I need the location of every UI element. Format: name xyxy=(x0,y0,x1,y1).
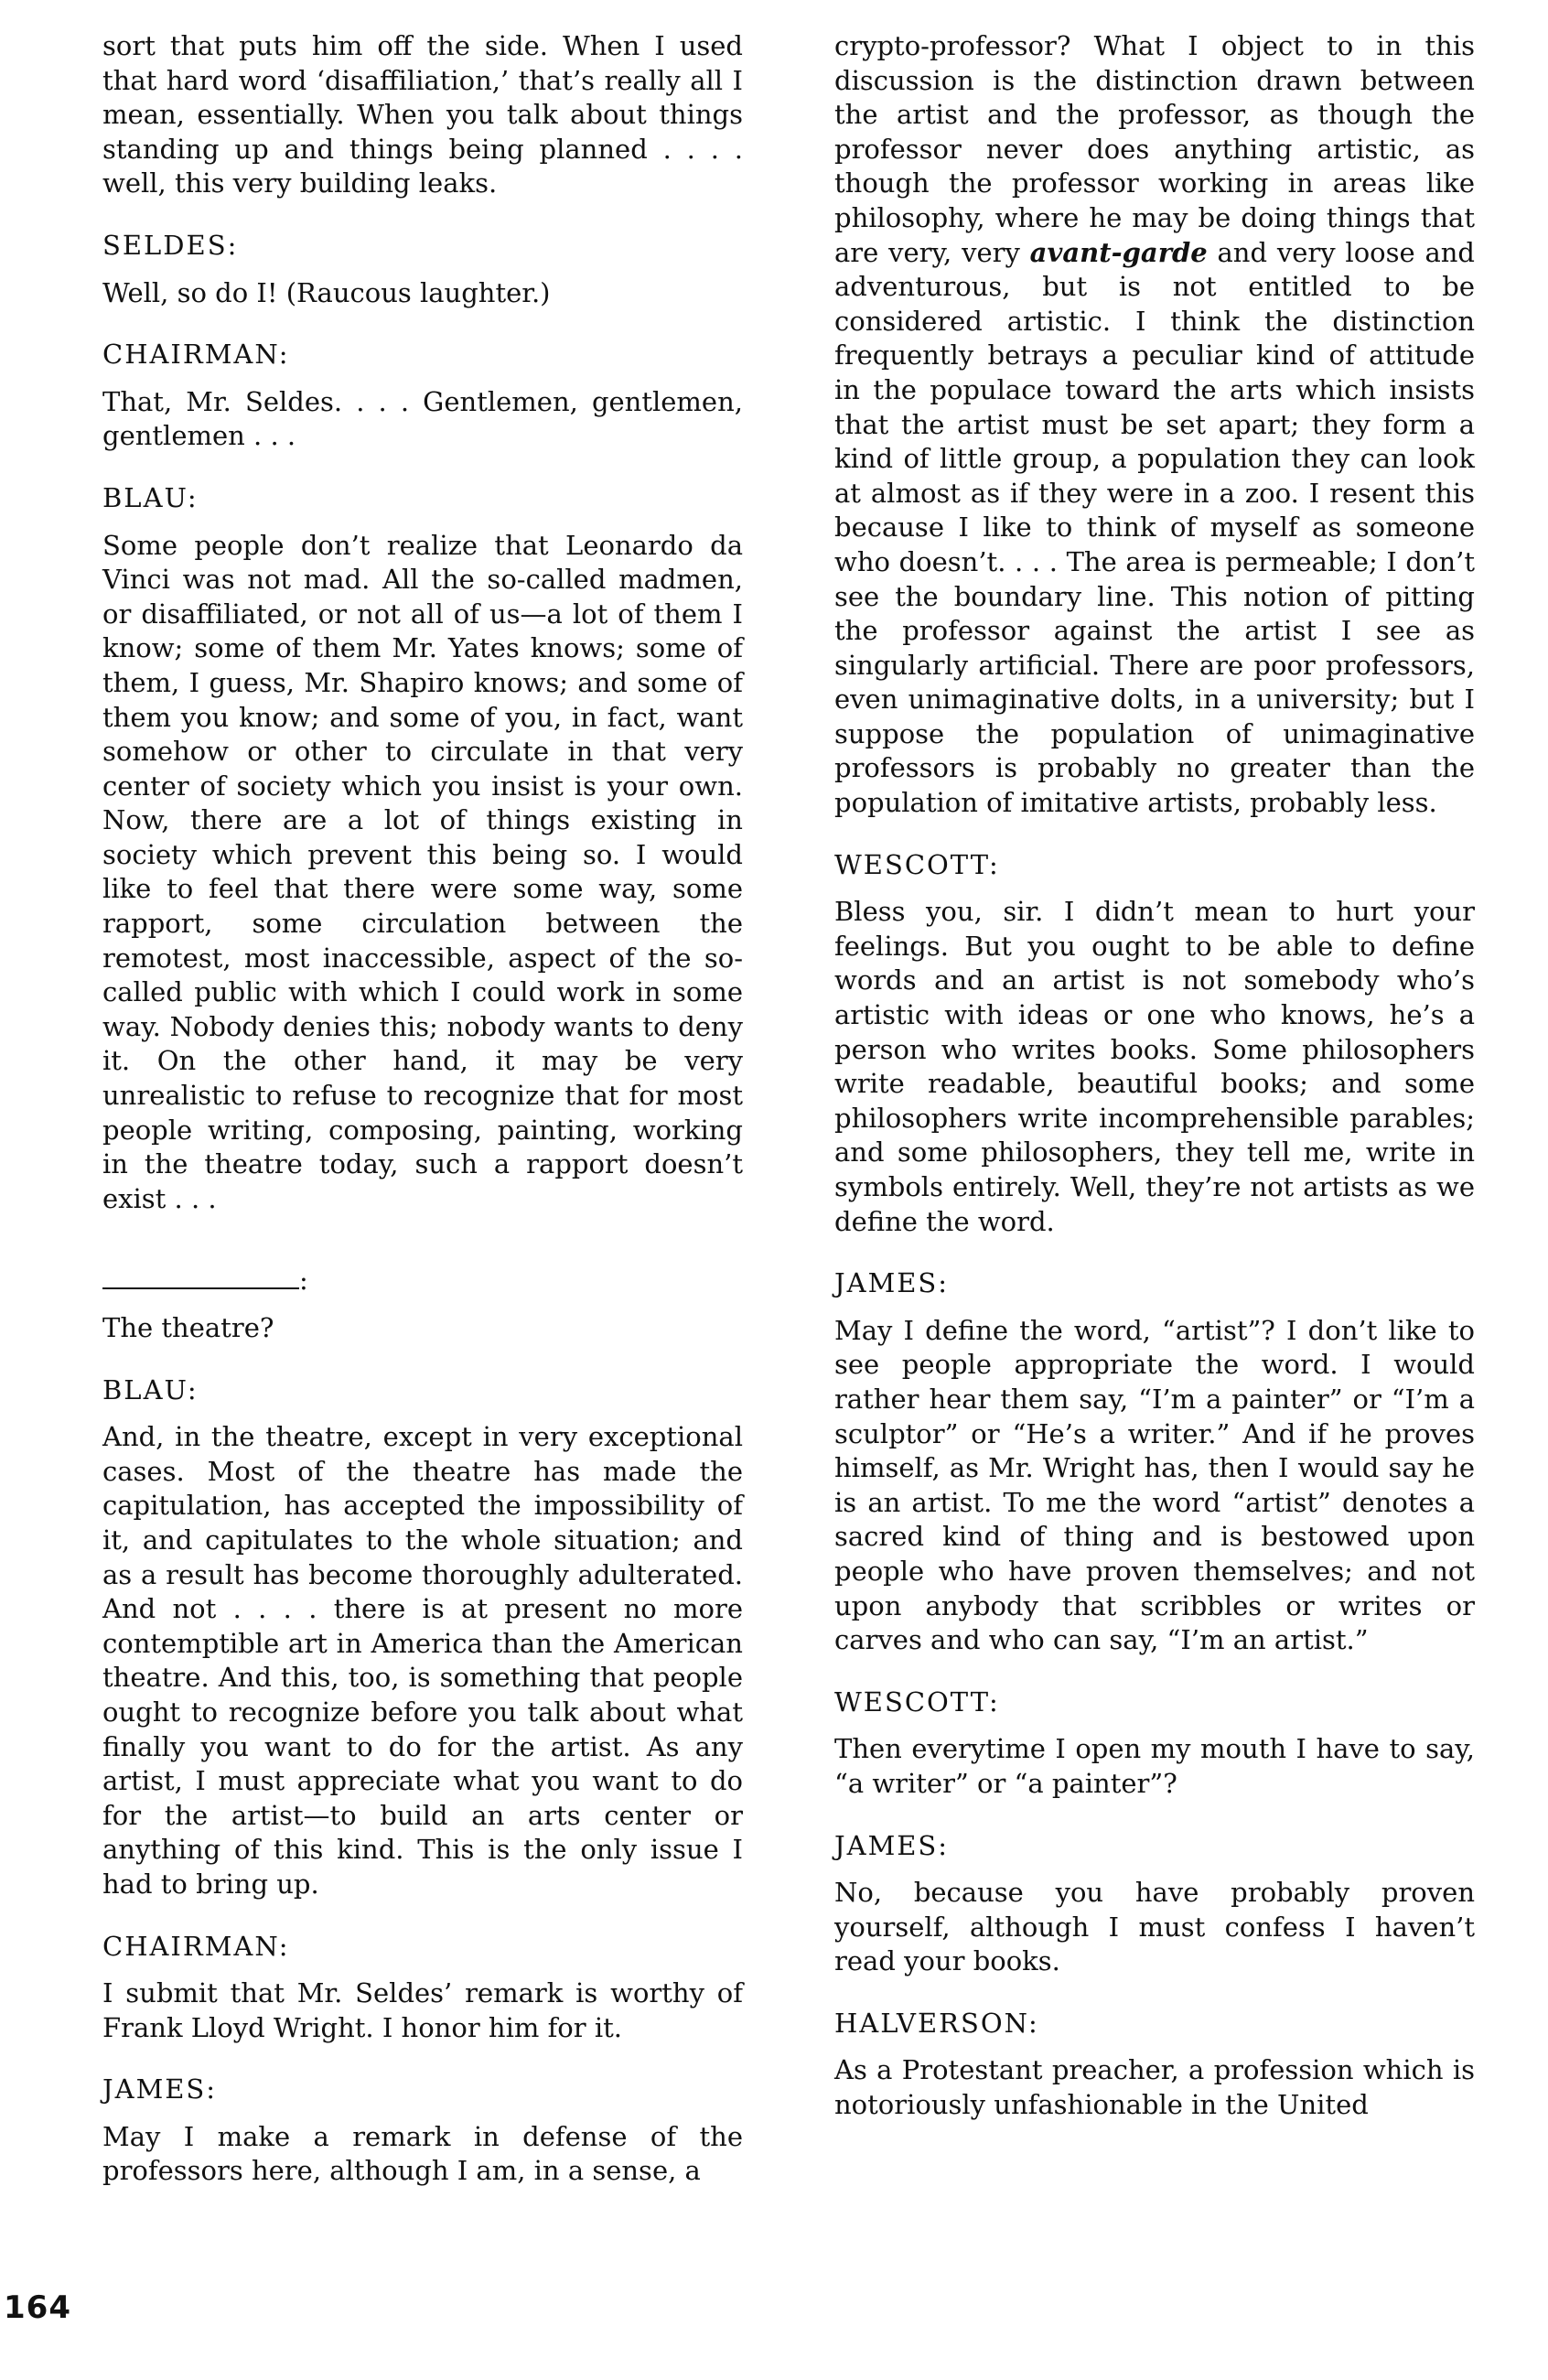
paragraph: Well, so do I! (Raucous laughter.) xyxy=(102,276,551,308)
emphasis-text: avant-garde xyxy=(1029,236,1208,268)
paragraph: No, because you have probably proven yourself, although I must confess I haven’t read your books. xyxy=(834,1877,1475,1977)
speaker-label: CHAIRMAN: xyxy=(102,1930,290,1962)
speaker-label: JAMES: xyxy=(102,2073,218,2105)
paragraph: Then everytime I open my mouth I have to say, “a writer” or “a painter”? xyxy=(834,1733,1475,1799)
paragraph: The theatre? xyxy=(102,1312,274,1343)
unnamed-speaker-label xyxy=(102,1264,743,1298)
paragraph: May I make a remark in defense of the professors here, although I am, in a sense, a xyxy=(102,2120,743,2187)
paragraph: As a Protestant preacher, a profession which is notoriously unfashionable in the United xyxy=(834,2054,1475,2121)
paragraph: Some people don’t realize that Leonardo da Vinci was not mad. All the so-called madmen, or disaffiliated, or not all of us—a lot of them I know; some of them Mr. Yates knows; some of them, I guess, Mr. Shapiro knows; and some of them you know; and some of you, in fact, want somehow or other to circulate in that very center of society which you insist is your own. Now, there are a lot of things existing in society which prevent this being so. I would like to feel that there were some way, some rapport, some circulation between the remotest, most inaccessible, aspect of the so-called public with which I could work in some way. Nobody denies this; nobody wants to deny it. On the other hand, it may be very unrealistic to refuse to recognize that for most people writing, composing, painting, working in the theatre today, such a rapport doesn’t exist . . . xyxy=(102,529,743,1214)
right-column xyxy=(834,29,1475,2136)
speaker-label: WESCOTT: xyxy=(834,848,1000,880)
paragraph: And, in the theatre, except in very exceptional cases. Most of the theatre has made the capitulation, has accepted the impossibility of it, and capitulates to the whole situation; and as a result has become thoroughly adulterated. And not . . . . there is at present no more contemptible art in America than the American theatre. And this, too, is something that people ought to recognize before you talk about what finally you want to do for the artist. As any artist, I must appreciate what you want to do for the artist—to build an arts center or anything of this kind. This is the only issue I had to bring up. xyxy=(102,1421,743,1900)
left-column xyxy=(102,29,743,2202)
speaker-label: BLAU: xyxy=(102,481,199,513)
page-number: 164 xyxy=(4,2289,71,2326)
paragraph: That, Mr. Seldes. . . . Gentlemen, gentlemen, gentlemen . . . xyxy=(102,385,743,452)
paragraph: May I define the word, “artist”? I don’t like to see people appropriate the word. I would rather hear them say, “I’m a painter” or “I’m a sculptor” or “He’s a writer.” And if he proves himself, as Mr. Wright has, then I would say he is an artist. To me the word “artist” denotes a sacred kind of thing and is bestowed upon people who have proven themselves; and not upon anybody that scribbles or writes or carves and who can say, “I’m an artist.” xyxy=(834,1314,1475,1656)
speaker-label: HALVERSON: xyxy=(834,2007,1039,2039)
speaker-label: CHAIRMAN: xyxy=(102,339,290,371)
speaker-label: JAMES: xyxy=(834,1829,950,1861)
paragraph: Bless you, sir. I didn’t mean to hurt your feelings. But you ought to be able to define words and an artist is not somebody who’s artistic with ideas or one who knows, he’s a person who writes books. Some philosophers write readable, beautiful books; and some philosophers write incomprehensible parables; and some philosophers, they tell me, write in symbols entirely. Well, they’re not artists as we define the word. xyxy=(834,896,1475,1237)
speaker-label: SELDES: xyxy=(102,229,239,261)
blank-name-line xyxy=(102,1275,299,1289)
speaker-label: BLAU: xyxy=(102,1373,199,1405)
paragraph: I submit that Mr. Seldes’ remark is worthy of Frank Lloyd Wright. I honor him for it. xyxy=(102,1977,743,2043)
paragraph-text: and very loose and adventurous, but is not entitled to be considered artistic. I think the distinction frequently betrays a peculiar kind of attitude in the populace toward the arts which insists that the artist must be set apart; they form a kind of little group, a population they can look at almost as if they were in a zoo. I resent this because I like to think of myself as someone who doesn’t. . . . The area is permeable; I don’t see the boundary line. This notion of pitting the professor against the artist I see as singularly artificial. There are poor professors, even unimaginative dolts, in a university; but I suppose the population of unimaginative professors is probably no greater than the population of imitative artists, probably less. xyxy=(834,236,1475,819)
paragraph-text: crypto-professor? What I object to in this discussion is the distinction drawn between the artist and the professor, as though the professor never does anything artistic, as though the professor working in areas like philosophy, where he may be doing things that are very, very xyxy=(834,30,1475,268)
speaker-label: WESCOTT: xyxy=(834,1685,1000,1718)
speaker-label: JAMES: xyxy=(834,1267,950,1299)
paragraph: sort that puts him off the side. When I used that hard word ‘disaffiliation,’ that’s really all I mean, essentially. When you talk about things standing up and things being planned . . . . well, this very building leaks. xyxy=(102,30,743,199)
speaker-colon: : xyxy=(299,1265,308,1297)
paragraph xyxy=(834,29,1475,821)
